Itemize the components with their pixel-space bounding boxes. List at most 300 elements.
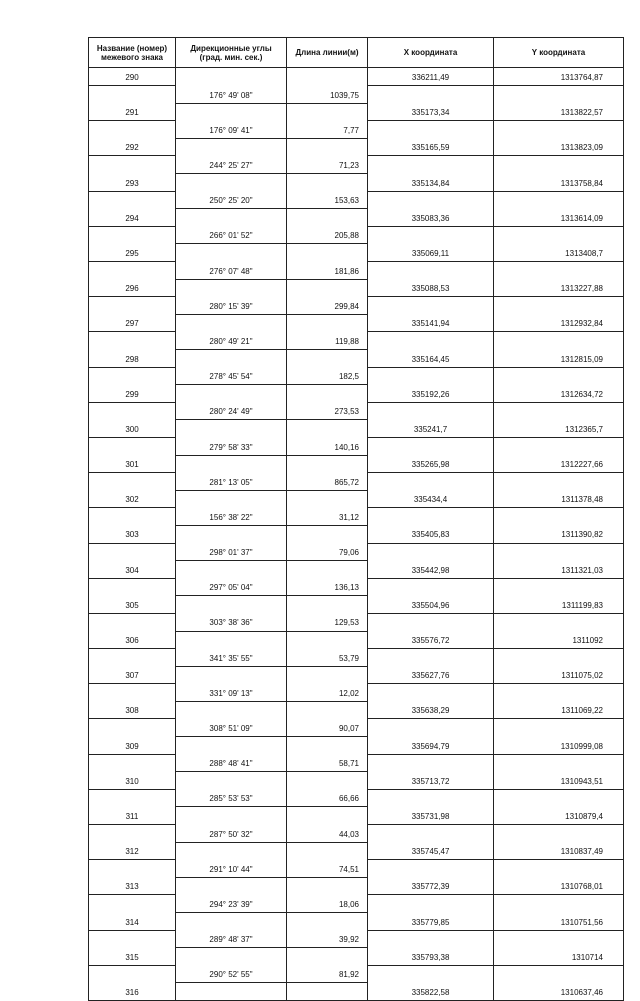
- x-coordinate: 335576,72: [368, 631, 494, 649]
- line-length: [287, 913, 368, 931]
- x-coordinate: 335627,76: [368, 666, 494, 684]
- table-body: [89, 68, 624, 1001]
- segment-row: [89, 473, 624, 491]
- y-coordinate: 1310768,01: [494, 877, 624, 895]
- x-coordinate: 335504,96: [368, 596, 494, 614]
- x-coordinate: 335241,7: [368, 420, 494, 438]
- point-name: [89, 789, 176, 807]
- point-name: 295: [89, 244, 176, 262]
- line-length: [287, 525, 368, 543]
- x-coordinate: [368, 895, 494, 913]
- point-row: [89, 842, 624, 860]
- point-row: [89, 596, 624, 614]
- line-length: [287, 948, 368, 966]
- segment-row: [89, 402, 624, 420]
- y-coordinate: [494, 754, 624, 772]
- segment-row: [89, 332, 624, 350]
- line-length: 273,53: [287, 402, 368, 420]
- boundary-coordinates-table: [88, 37, 624, 1001]
- direction-angle: [176, 68, 287, 86]
- line-length: 12,02: [287, 684, 368, 702]
- header-length: Длина линии(м): [287, 38, 368, 68]
- y-coordinate: 1310999,08: [494, 737, 624, 755]
- line-length: 74,51: [287, 860, 368, 878]
- direction-angle: 280° 49' 21": [176, 332, 287, 350]
- point-name: 309: [89, 737, 176, 755]
- point-name: [89, 719, 176, 737]
- x-coordinate: [368, 332, 494, 350]
- direction-angle: 308° 51' 09": [176, 719, 287, 737]
- line-length: [287, 385, 368, 403]
- direction-angle: [176, 103, 287, 121]
- y-coordinate: [494, 191, 624, 209]
- y-coordinate: 1313758,84: [494, 174, 624, 192]
- segment-row: [89, 895, 624, 913]
- y-coordinate: [494, 578, 624, 596]
- segment-row: [89, 754, 624, 772]
- y-coordinate: [494, 719, 624, 737]
- direction-angle: [176, 948, 287, 966]
- x-coordinate: [368, 156, 494, 174]
- x-coordinate: 335164,45: [368, 350, 494, 368]
- x-coordinate: [368, 930, 494, 948]
- line-length: 181,86: [287, 262, 368, 280]
- y-coordinate: [494, 226, 624, 244]
- x-coordinate: 335442,98: [368, 561, 494, 579]
- x-coordinate: 335069,11: [368, 244, 494, 262]
- segment-row: [89, 226, 624, 244]
- y-coordinate: [494, 156, 624, 174]
- x-coordinate: 335638,29: [368, 701, 494, 719]
- direction-angle: 285° 53' 53": [176, 789, 287, 807]
- point-name: 299: [89, 385, 176, 403]
- point-row: [89, 244, 624, 262]
- direction-angle: 298° 01' 37": [176, 543, 287, 561]
- direction-angle: 280° 15' 39": [176, 297, 287, 315]
- x-coordinate: [368, 965, 494, 983]
- line-length: [287, 103, 368, 121]
- point-name: [89, 437, 176, 455]
- point-name: [89, 965, 176, 983]
- direction-angle: [176, 420, 287, 438]
- point-name: 290: [89, 68, 176, 86]
- direction-angle: [176, 842, 287, 860]
- point-row: [89, 525, 624, 543]
- line-length: [287, 561, 368, 579]
- point-row: [89, 209, 624, 227]
- direction-angle: 280° 24' 49": [176, 402, 287, 420]
- direction-angle: 281° 13' 05": [176, 473, 287, 491]
- line-length: [287, 244, 368, 262]
- line-length: 71,23: [287, 156, 368, 174]
- segment-row: [89, 508, 624, 526]
- point-name: 315: [89, 948, 176, 966]
- x-coordinate: 335779,85: [368, 913, 494, 931]
- y-coordinate: 1310751,56: [494, 913, 624, 931]
- direction-angle: 276° 07' 48": [176, 262, 287, 280]
- y-coordinate: [494, 825, 624, 843]
- line-length: 39,92: [287, 930, 368, 948]
- y-coordinate: 1313614,09: [494, 209, 624, 227]
- y-coordinate: [494, 437, 624, 455]
- direction-angle: [176, 174, 287, 192]
- line-length: 79,06: [287, 543, 368, 561]
- direction-angle: [176, 279, 287, 297]
- point-name: [89, 543, 176, 561]
- direction-angle: 279° 58' 33": [176, 437, 287, 455]
- direction-angle: [176, 350, 287, 368]
- point-name: [89, 860, 176, 878]
- x-coordinate: [368, 508, 494, 526]
- y-coordinate: 1313823,09: [494, 138, 624, 156]
- x-coordinate: 335772,39: [368, 877, 494, 895]
- line-length: 205,88: [287, 226, 368, 244]
- y-coordinate: 1313822,57: [494, 103, 624, 121]
- y-coordinate: [494, 473, 624, 491]
- line-length: 119,88: [287, 332, 368, 350]
- line-length: [287, 631, 368, 649]
- x-coordinate: [368, 684, 494, 702]
- direction-angle: [176, 772, 287, 790]
- point-row: [89, 877, 624, 895]
- line-length: [287, 772, 368, 790]
- point-name: [89, 895, 176, 913]
- segment-row: [89, 121, 624, 139]
- y-coordinate: 1310714: [494, 948, 624, 966]
- line-length: [287, 490, 368, 508]
- point-name: 298: [89, 350, 176, 368]
- point-name: [89, 930, 176, 948]
- direction-angle: 176° 49' 08": [176, 86, 287, 104]
- point-name: [89, 226, 176, 244]
- direction-angle: [176, 631, 287, 649]
- line-length: [287, 666, 368, 684]
- point-row: [89, 420, 624, 438]
- x-coordinate: [368, 191, 494, 209]
- x-coordinate: 335745,47: [368, 842, 494, 860]
- line-length: [287, 807, 368, 825]
- segment-row: [89, 578, 624, 596]
- point-name: [89, 825, 176, 843]
- y-coordinate: 1313227,88: [494, 279, 624, 297]
- line-length: [287, 138, 368, 156]
- line-length: 81,92: [287, 965, 368, 983]
- point-row: [89, 807, 624, 825]
- direction-angle: [176, 983, 287, 1001]
- direction-angle: 289° 48' 37": [176, 930, 287, 948]
- point-name: 304: [89, 561, 176, 579]
- direction-angle: 290° 52' 55": [176, 965, 287, 983]
- point-name: [89, 473, 176, 491]
- x-coordinate: 335134,84: [368, 174, 494, 192]
- point-name: [89, 402, 176, 420]
- direction-angle: [176, 490, 287, 508]
- y-coordinate: [494, 613, 624, 631]
- y-coordinate: 1312365,7: [494, 420, 624, 438]
- point-name: 303: [89, 525, 176, 543]
- line-length: 153,63: [287, 191, 368, 209]
- x-coordinate: 335173,34: [368, 103, 494, 121]
- y-coordinate: [494, 895, 624, 913]
- line-length: 182,5: [287, 367, 368, 385]
- point-name: 307: [89, 666, 176, 684]
- point-name: 294: [89, 209, 176, 227]
- y-coordinate: [494, 86, 624, 104]
- point-name: [89, 86, 176, 104]
- x-coordinate: [368, 578, 494, 596]
- point-row: [89, 631, 624, 649]
- point-row: [89, 68, 624, 86]
- line-length: [287, 877, 368, 895]
- direction-angle: [176, 244, 287, 262]
- point-name: [89, 367, 176, 385]
- point-row: [89, 279, 624, 297]
- line-length: 44,03: [287, 825, 368, 843]
- direction-angle: [176, 525, 287, 543]
- direction-angle: 278° 45' 54": [176, 367, 287, 385]
- x-coordinate: 335165,59: [368, 138, 494, 156]
- y-coordinate: [494, 649, 624, 667]
- point-name: [89, 649, 176, 667]
- point-row: [89, 983, 624, 1001]
- point-name: 316: [89, 983, 176, 1001]
- segment-row: [89, 930, 624, 948]
- point-row: [89, 103, 624, 121]
- direction-angle: 266° 01' 52": [176, 226, 287, 244]
- y-coordinate: 1311378,48: [494, 490, 624, 508]
- x-coordinate: 335088,53: [368, 279, 494, 297]
- point-name: 300: [89, 420, 176, 438]
- point-name: 310: [89, 772, 176, 790]
- y-coordinate: [494, 789, 624, 807]
- segment-row: [89, 156, 624, 174]
- point-row: [89, 455, 624, 473]
- y-coordinate: 1311390,82: [494, 525, 624, 543]
- point-name: [89, 121, 176, 139]
- line-length: [287, 279, 368, 297]
- x-coordinate: [368, 226, 494, 244]
- x-coordinate: 335405,83: [368, 525, 494, 543]
- line-length: [287, 596, 368, 614]
- header-y: Y координата: [494, 38, 624, 68]
- x-coordinate: [368, 262, 494, 280]
- y-coordinate: 1311075,02: [494, 666, 624, 684]
- x-coordinate: [368, 86, 494, 104]
- point-name: 314: [89, 913, 176, 931]
- direction-angle: 341° 35' 55": [176, 649, 287, 667]
- x-coordinate: 335731,98: [368, 807, 494, 825]
- line-length: 58,71: [287, 754, 368, 772]
- point-name: 313: [89, 877, 176, 895]
- direction-angle: 294° 23' 39": [176, 895, 287, 913]
- coordinates-sheet: [88, 37, 623, 1001]
- point-row: [89, 666, 624, 684]
- line-length: [287, 842, 368, 860]
- x-coordinate: 335713,72: [368, 772, 494, 790]
- line-length: [287, 701, 368, 719]
- point-name: 311: [89, 807, 176, 825]
- point-name: [89, 262, 176, 280]
- y-coordinate: [494, 543, 624, 561]
- direction-angle: 176° 09' 41": [176, 121, 287, 139]
- point-name: [89, 613, 176, 631]
- line-length: 7,77: [287, 121, 368, 139]
- direction-angle: [176, 666, 287, 684]
- x-coordinate: [368, 402, 494, 420]
- point-name: 312: [89, 842, 176, 860]
- y-coordinate: 1311199,83: [494, 596, 624, 614]
- y-coordinate: 1310637,46: [494, 983, 624, 1001]
- direction-angle: 291° 10' 44": [176, 860, 287, 878]
- segment-row: [89, 649, 624, 667]
- point-row: [89, 913, 624, 931]
- line-length: [287, 737, 368, 755]
- y-coordinate: [494, 402, 624, 420]
- x-coordinate: [368, 789, 494, 807]
- y-coordinate: 1313408,7: [494, 244, 624, 262]
- segment-row: [89, 191, 624, 209]
- y-coordinate: 1311321,03: [494, 561, 624, 579]
- line-length: 1039,75: [287, 86, 368, 104]
- line-length: 53,79: [287, 649, 368, 667]
- point-row: [89, 174, 624, 192]
- header-name: Название (номер) межевого знака: [89, 38, 176, 68]
- direction-angle: [176, 314, 287, 332]
- x-coordinate: 335083,36: [368, 209, 494, 227]
- direction-angle: 288° 48' 41": [176, 754, 287, 772]
- point-name: 305: [89, 596, 176, 614]
- direction-angle: [176, 455, 287, 473]
- line-length: [287, 174, 368, 192]
- y-coordinate: 1310943,51: [494, 772, 624, 790]
- segment-row: [89, 789, 624, 807]
- direction-angle: [176, 561, 287, 579]
- y-coordinate: [494, 965, 624, 983]
- point-row: [89, 701, 624, 719]
- y-coordinate: [494, 332, 624, 350]
- point-name: [89, 297, 176, 315]
- y-coordinate: [494, 297, 624, 315]
- point-name: 306: [89, 631, 176, 649]
- y-coordinate: [494, 367, 624, 385]
- point-row: [89, 737, 624, 755]
- segment-row: [89, 86, 624, 104]
- header-angle: Дирекционные углы (град. мин. сек.): [176, 38, 287, 68]
- point-name: 308: [89, 701, 176, 719]
- segment-row: [89, 719, 624, 737]
- point-name: 292: [89, 138, 176, 156]
- point-name: 302: [89, 490, 176, 508]
- x-coordinate: [368, 754, 494, 772]
- x-coordinate: 335793,38: [368, 948, 494, 966]
- point-name: [89, 508, 176, 526]
- x-coordinate: 335141,94: [368, 314, 494, 332]
- direction-angle: [176, 596, 287, 614]
- direction-angle: [176, 913, 287, 931]
- line-length: [287, 455, 368, 473]
- direction-angle: [176, 701, 287, 719]
- point-name: 293: [89, 174, 176, 192]
- x-coordinate: [368, 613, 494, 631]
- y-coordinate: [494, 860, 624, 878]
- y-coordinate: 1312634,72: [494, 385, 624, 403]
- direction-angle: 250° 25' 20": [176, 191, 287, 209]
- direction-angle: [176, 385, 287, 403]
- x-coordinate: 335822,58: [368, 983, 494, 1001]
- x-coordinate: [368, 367, 494, 385]
- point-name: 291: [89, 103, 176, 121]
- y-coordinate: 1312227,66: [494, 455, 624, 473]
- segment-row: [89, 613, 624, 631]
- line-length: [287, 314, 368, 332]
- direction-angle: 287° 50' 32": [176, 825, 287, 843]
- point-name: [89, 191, 176, 209]
- line-length: 66,66: [287, 789, 368, 807]
- direction-angle: [176, 138, 287, 156]
- y-coordinate: [494, 508, 624, 526]
- x-coordinate: [368, 297, 494, 315]
- point-name: [89, 578, 176, 596]
- x-coordinate: [368, 473, 494, 491]
- segment-row: [89, 437, 624, 455]
- y-coordinate: 1311069,22: [494, 701, 624, 719]
- y-coordinate: 1312932,84: [494, 314, 624, 332]
- y-coordinate: [494, 684, 624, 702]
- x-coordinate: [368, 649, 494, 667]
- point-name: [89, 156, 176, 174]
- point-row: [89, 350, 624, 368]
- x-coordinate: [368, 860, 494, 878]
- direction-angle: 297° 05' 04": [176, 578, 287, 596]
- segment-row: [89, 297, 624, 315]
- segment-row: [89, 367, 624, 385]
- segment-row: [89, 860, 624, 878]
- y-coordinate: 1310879,4: [494, 807, 624, 825]
- direction-angle: 331° 09' 13": [176, 684, 287, 702]
- segment-row: [89, 262, 624, 280]
- line-length: [287, 350, 368, 368]
- point-row: [89, 138, 624, 156]
- line-length: 136,13: [287, 578, 368, 596]
- segment-row: [89, 965, 624, 983]
- x-coordinate: [368, 437, 494, 455]
- direction-angle: 303° 38' 36": [176, 613, 287, 631]
- line-length: [287, 68, 368, 86]
- y-coordinate: 1313764,87: [494, 68, 624, 86]
- line-length: 90,07: [287, 719, 368, 737]
- direction-angle: [176, 877, 287, 895]
- x-coordinate: 336211,49: [368, 68, 494, 86]
- x-coordinate: [368, 121, 494, 139]
- point-name: 301: [89, 455, 176, 473]
- line-length: [287, 209, 368, 227]
- line-length: 129,53: [287, 613, 368, 631]
- direction-angle: [176, 737, 287, 755]
- segment-row: [89, 825, 624, 843]
- y-coordinate: [494, 121, 624, 139]
- line-length: 140,16: [287, 437, 368, 455]
- x-coordinate: [368, 719, 494, 737]
- line-length: 18,06: [287, 895, 368, 913]
- table-header: [89, 38, 624, 68]
- point-row: [89, 314, 624, 332]
- point-row: [89, 385, 624, 403]
- x-coordinate: [368, 543, 494, 561]
- y-coordinate: 1310837,49: [494, 842, 624, 860]
- point-name: 297: [89, 314, 176, 332]
- line-length: 865,72: [287, 473, 368, 491]
- y-coordinate: [494, 262, 624, 280]
